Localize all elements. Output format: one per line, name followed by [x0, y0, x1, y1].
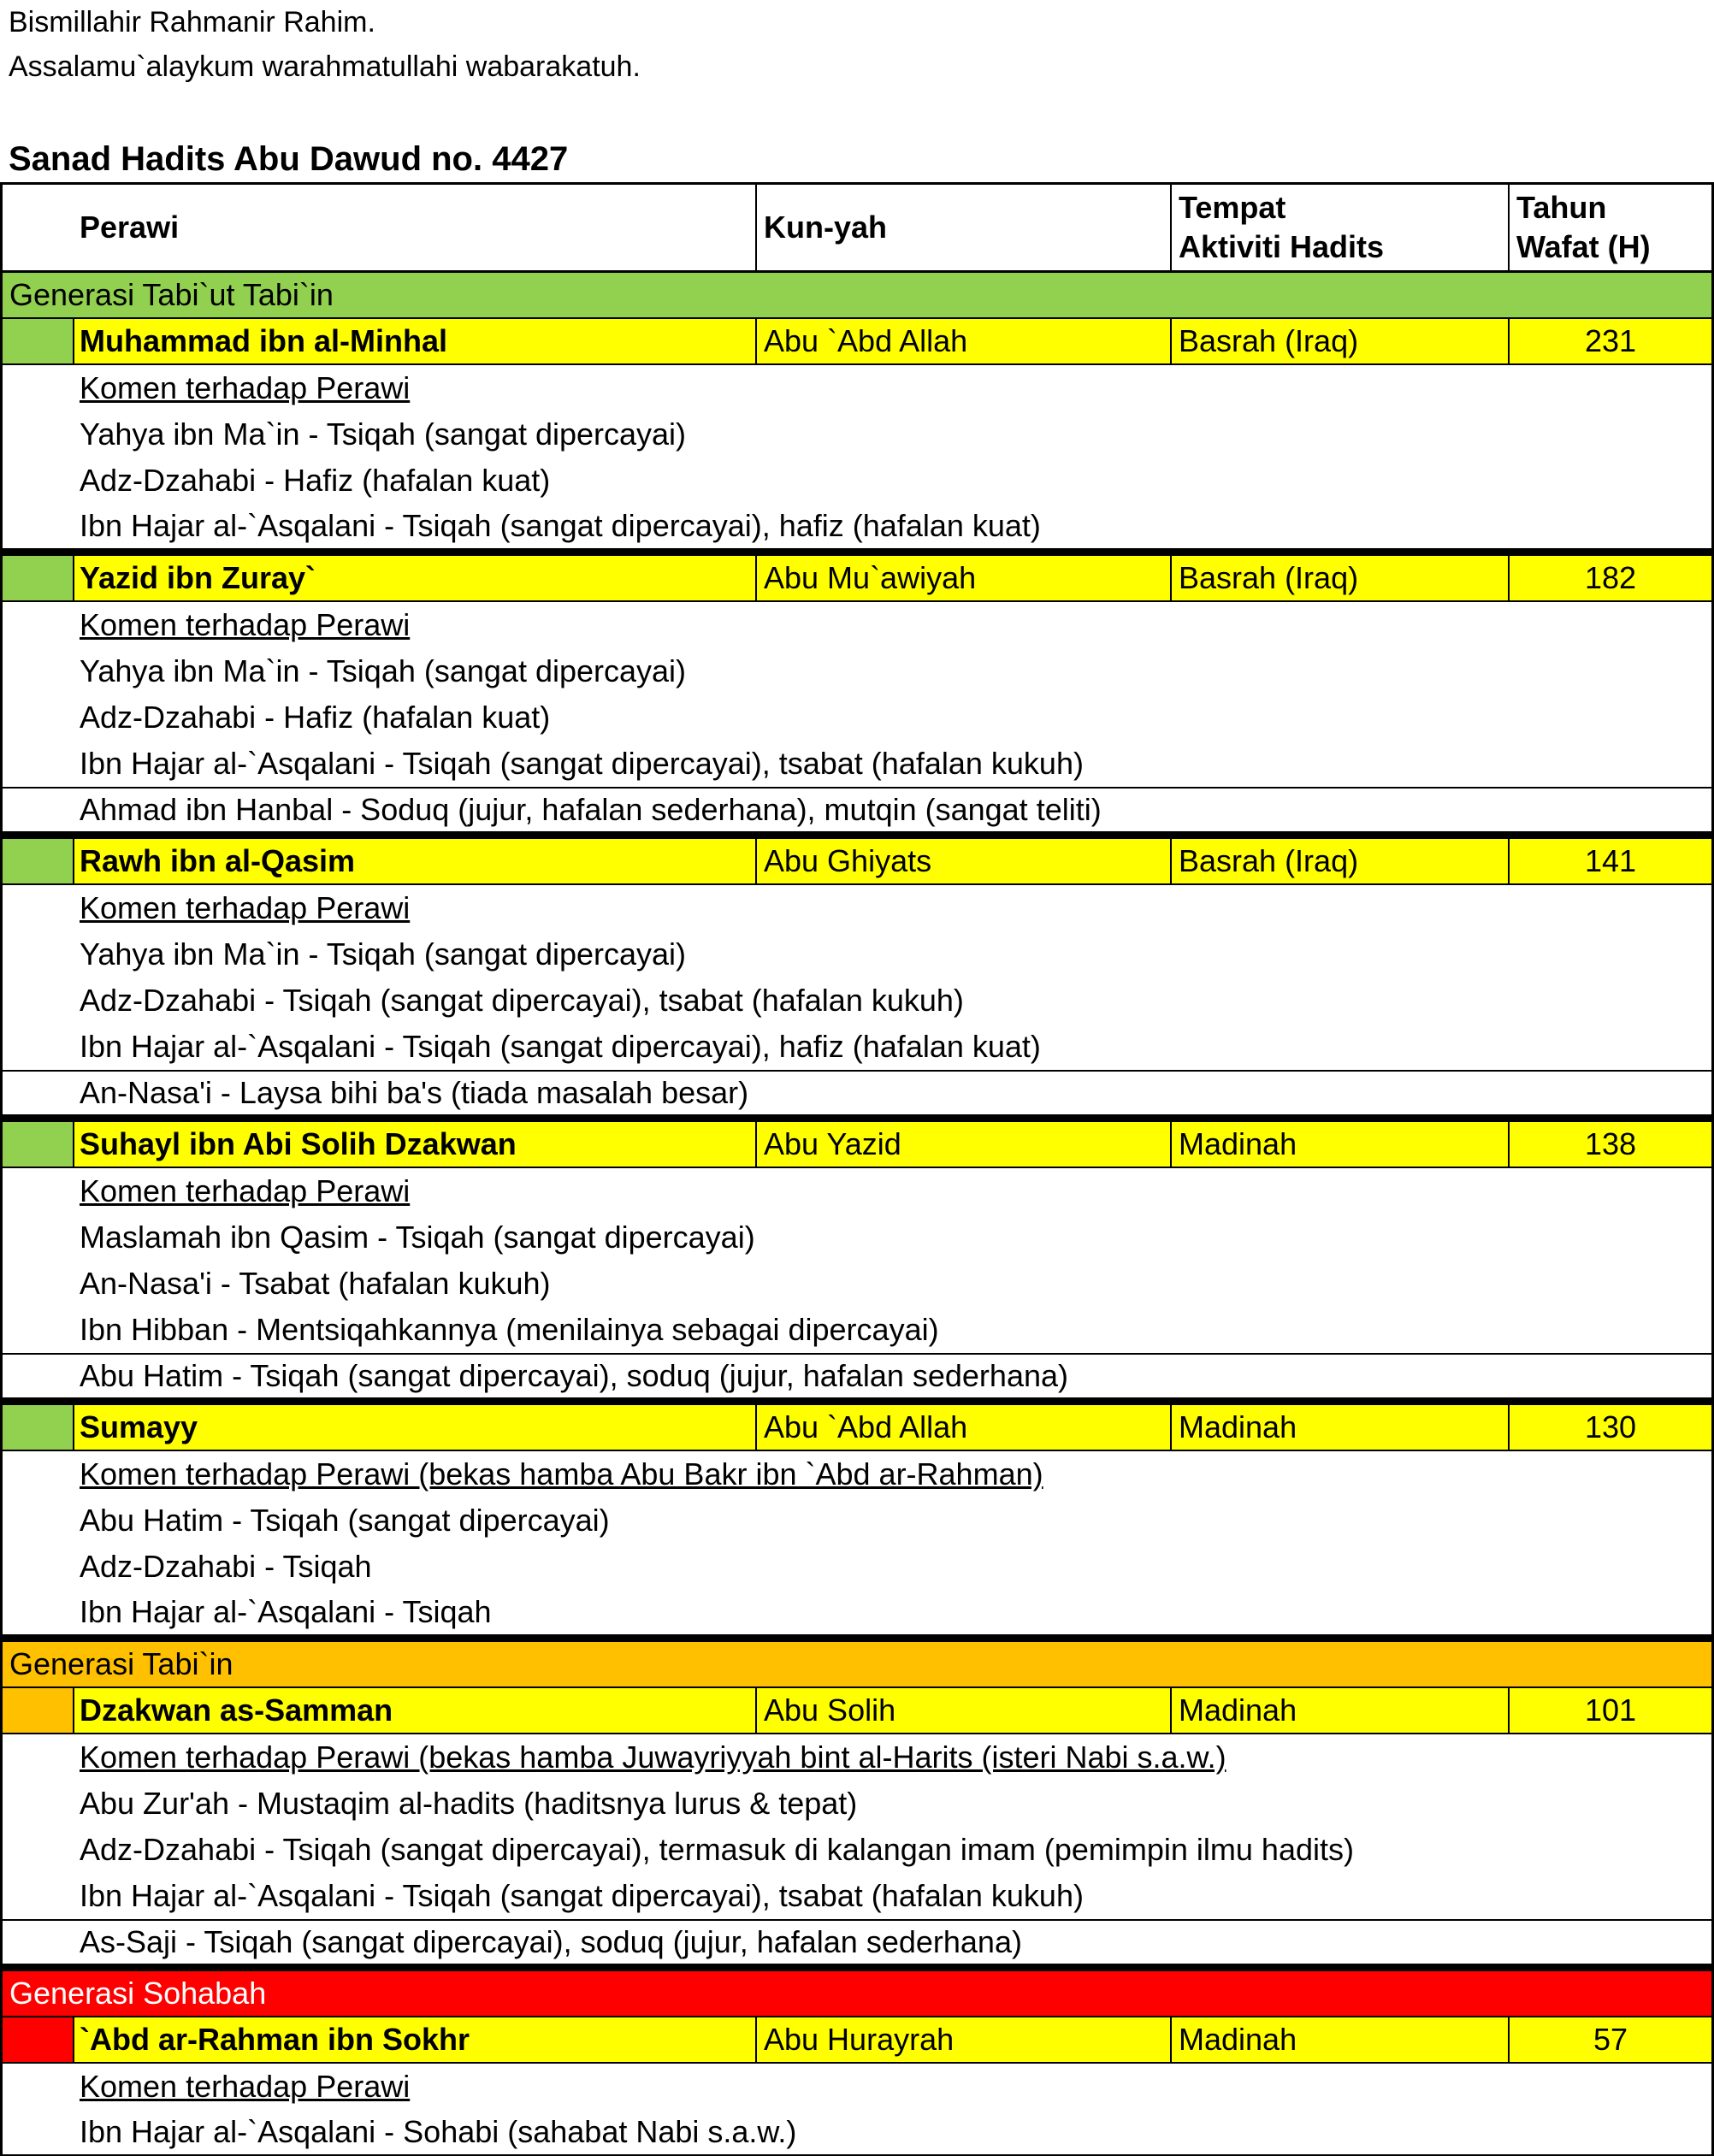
narrator-row: [0, 839, 1714, 885]
comment-title-row: [0, 885, 1714, 931]
generation-label: Generasi Tabi`in: [9, 1646, 233, 1681]
narrator-place: Madinah: [1170, 1122, 1508, 1167]
generation-color-swatch: [3, 2017, 74, 2062]
comment-extra-row: [0, 787, 1714, 833]
row-separator: [0, 1965, 1714, 1971]
generation-label: Generasi Tabi`ut Tabi`in: [9, 277, 334, 312]
comment-row: [0, 1307, 1714, 1353]
narrator-name: Suhayl ibn Abi Solih Dzakwan: [80, 1126, 517, 1161]
comment-text: An-Nasa'i - Tsabat (hafalan kukuh): [80, 1266, 551, 1301]
header-tahun: [1508, 185, 1711, 270]
comment-title-row: [0, 2064, 1714, 2110]
comment-extra-row: [0, 1919, 1714, 1965]
comment-row: [0, 2110, 1714, 2156]
comment-text: Ibn Hajar al-`Asqalani - Tsiqah (sangat dipercayai), hafiz (hafalan kuat): [80, 508, 1041, 543]
comment-title-row: [0, 1168, 1714, 1214]
comment-text: Yahya ibn Ma`in - Tsiqah (sangat dipercayai): [80, 936, 687, 972]
comment-row: [0, 694, 1714, 741]
narrator-kunyah: Abu Mu`awiyah: [755, 556, 1170, 600]
comment-title-row: [0, 365, 1714, 411]
row-separator: [0, 833, 1714, 839]
generation-row: [0, 273, 1714, 319]
comment-row: [0, 504, 1714, 550]
comment-text: Ibn Hajar al-`Asqalani - Tsiqah: [80, 1594, 492, 1629]
row-separator: [0, 1636, 1714, 1642]
comment-text: Adz-Dzahabi - Hafiz (hafalan kuat): [80, 463, 551, 498]
comment-title-row: [0, 602, 1714, 648]
narrator-kunyah: Abu Hurayrah: [755, 2017, 1170, 2062]
comment-extra-text: Ahmad ibn Hanbal - Soduq (jujur, hafalan sederhana), mutqin (sangat teliti): [80, 792, 1102, 827]
comment-title: Komen terhadap Perawi (bekas hamba Juwayriyyah bint al-Harits (isteri Nabi s.a.w.): [80, 1740, 1226, 1775]
narrator-place: Basrah (Iraq): [1170, 556, 1508, 600]
header-kunyah: Kun-yah: [755, 185, 1170, 270]
greeting-line-1: Bismillahir Rahmanir Rahim.: [9, 6, 375, 38]
header-tempat-line1: Tempat: [1179, 190, 1286, 225]
comment-extra-text: An-Nasa'i - Laysa bihi ba's (tiada masalah besar): [80, 1075, 749, 1110]
comment-text: Yahya ibn Ma`in - Tsiqah (sangat dipercayai): [80, 416, 687, 452]
comment-row: [0, 1024, 1714, 1070]
table-header-row: [0, 182, 1714, 273]
comment-row: [0, 1214, 1714, 1261]
comment-text: Adz-Dzahabi - Hafiz (hafalan kuat): [80, 700, 551, 735]
narrator-name: Rawh ibn al-Qasim: [80, 843, 356, 878]
comment-text: Ibn Hajar al-`Asqalani - Tsiqah (sangat dipercayai), hafiz (hafalan kuat): [80, 1029, 1041, 1064]
comment-title: Komen terhadap Perawi: [80, 2069, 411, 2104]
comment-row: [0, 931, 1714, 978]
narrator-name: Yazid ibn Zuray`: [80, 560, 316, 595]
comment-row: [0, 411, 1714, 458]
narrator-death-year: 141: [1508, 839, 1711, 883]
narrator-kunyah: Abu `Abd Allah: [755, 319, 1170, 363]
comment-title-row: [0, 1734, 1714, 1781]
greeting-line-2: Assalamu`alaykum warahmatullahi wabarakatuh.: [9, 50, 641, 83]
narrator-name: `Abd ar-Rahman ibn Sokhr: [80, 2022, 470, 2057]
narrator-kunyah: Abu Yazid: [755, 1122, 1170, 1167]
comment-title: Komen terhadap Perawi: [80, 370, 411, 405]
comment-extra-row: [0, 1353, 1714, 1399]
comment-text: Abu Zur'ah - Mustaqim al-hadits (haditsnya lurus & tepat): [80, 1786, 858, 1821]
narrator-row: [0, 319, 1714, 365]
generation-color-swatch: [3, 556, 74, 600]
header-tahun-line2: Wafat (H): [1516, 229, 1651, 264]
comment-row: [0, 1827, 1714, 1873]
comment-title: Komen terhadap Perawi: [80, 607, 411, 642]
generation-row: [0, 1642, 1714, 1688]
header-tempat: [1170, 185, 1508, 270]
narrator-kunyah: Abu Ghiyats: [755, 839, 1170, 883]
comment-row: [0, 1261, 1714, 1307]
table-body: [0, 273, 1714, 2156]
comment-row: [0, 978, 1714, 1024]
narrator-name: Muhammad ibn al-Minhal: [80, 323, 448, 358]
comment-title: Komen terhadap Perawi (bekas hamba Abu Bakr ibn `Abd ar-Rahman): [80, 1456, 1043, 1491]
narrator-death-year: 138: [1508, 1122, 1711, 1167]
comment-row: [0, 741, 1714, 787]
comment-title: Komen terhadap Perawi: [80, 1173, 411, 1208]
narrator-name: Sumayy: [80, 1409, 198, 1444]
narrator-death-year: 101: [1508, 1688, 1711, 1733]
comment-extra-text: As-Saji - Tsiqah (sangat dipercayai), soduq (jujur, hafalan sederhana): [80, 1924, 1022, 1959]
header-tempat-line2: Aktiviti Hadits: [1179, 229, 1385, 264]
row-separator: [0, 1399, 1714, 1405]
comment-row: [0, 648, 1714, 694]
comment-text: Abu Hatim - Tsiqah (sangat dipercayai): [80, 1503, 610, 1538]
generation-color-swatch: [3, 319, 74, 363]
comment-text: Adz-Dzahabi - Tsiqah: [80, 1549, 372, 1584]
narrator-row: [0, 2017, 1714, 2064]
comment-row: [0, 1781, 1714, 1827]
comment-extra-text: Abu Hatim - Tsiqah (sangat dipercayai), soduq (jujur, hafalan sederhana): [80, 1358, 1068, 1393]
comment-text: Adz-Dzahabi - Tsiqah (sangat dipercayai), tsabat (hafalan kukuh): [80, 983, 964, 1018]
narrator-place: Madinah: [1170, 2017, 1508, 2062]
generation-color-swatch: [3, 839, 74, 883]
comment-row: [0, 1544, 1714, 1590]
comment-row: [0, 1873, 1714, 1919]
page-title: Sanad Hadits Abu Dawud no. 4427: [9, 140, 569, 178]
narrator-death-year: 182: [1508, 556, 1711, 600]
narrator-kunyah: Abu Solih: [755, 1688, 1170, 1733]
narrator-death-year: 57: [1508, 2017, 1711, 2062]
narrator-row: [0, 556, 1714, 602]
comment-title: Komen terhadap Perawi: [80, 890, 411, 925]
narrator-place: Madinah: [1170, 1688, 1508, 1733]
narrator-kunyah: Abu `Abd Allah: [755, 1405, 1170, 1450]
generation-color-swatch: [3, 1122, 74, 1167]
generation-label: Generasi Sohabah: [9, 1976, 267, 2011]
comment-text: Ibn Hibban - Mentsiqahkannya (menilainya sebagai dipercayai): [80, 1312, 939, 1347]
comment-text: Ibn Hajar al-`Asqalani - Tsiqah (sangat dipercayai), tsabat (hafalan kukuh): [80, 746, 1084, 781]
header-perawi: Perawi: [80, 210, 180, 245]
comment-text: Yahya ibn Ma`in - Tsiqah (sangat dipercayai): [80, 653, 687, 688]
narrator-death-year: 231: [1508, 319, 1711, 363]
comment-text: Maslamah ibn Qasim - Tsiqah (sangat dipercayai): [80, 1220, 755, 1255]
generation-color-swatch: [3, 1688, 74, 1733]
comment-row: [0, 1590, 1714, 1636]
generation-color-swatch: [3, 1405, 74, 1450]
comment-title-row: [0, 1451, 1714, 1497]
narrator-row: [0, 1688, 1714, 1734]
narrator-place: Madinah: [1170, 1405, 1508, 1450]
narrator-place: Basrah (Iraq): [1170, 839, 1508, 883]
narrator-row: [0, 1405, 1714, 1451]
narrator-place: Basrah (Iraq): [1170, 319, 1508, 363]
comment-text: Ibn Hajar al-`Asqalani - Tsiqah (sangat dipercayai), tsabat (hafalan kukuh): [80, 1878, 1084, 1913]
row-separator: [0, 550, 1714, 556]
comment-row: [0, 458, 1714, 504]
comment-extra-row: [0, 1070, 1714, 1116]
sanad-table: [0, 182, 1714, 2156]
comment-row: [0, 1497, 1714, 1544]
header-tahun-line1: Tahun: [1516, 190, 1607, 225]
generation-row: [0, 1971, 1714, 2017]
comment-text: Ibn Hajar al-`Asqalani - Sohabi (sahabat Nabi s.a.w.): [80, 2114, 797, 2149]
comment-text: Adz-Dzahabi - Tsiqah (sangat dipercayai), termasuk di kalangan imam (pemimpin ilmu hadits): [80, 1832, 1354, 1867]
narrator-name: Dzakwan as-Samman: [80, 1692, 393, 1728]
narrator-row: [0, 1122, 1714, 1168]
narrator-death-year: 130: [1508, 1405, 1711, 1450]
row-separator: [0, 1116, 1714, 1122]
